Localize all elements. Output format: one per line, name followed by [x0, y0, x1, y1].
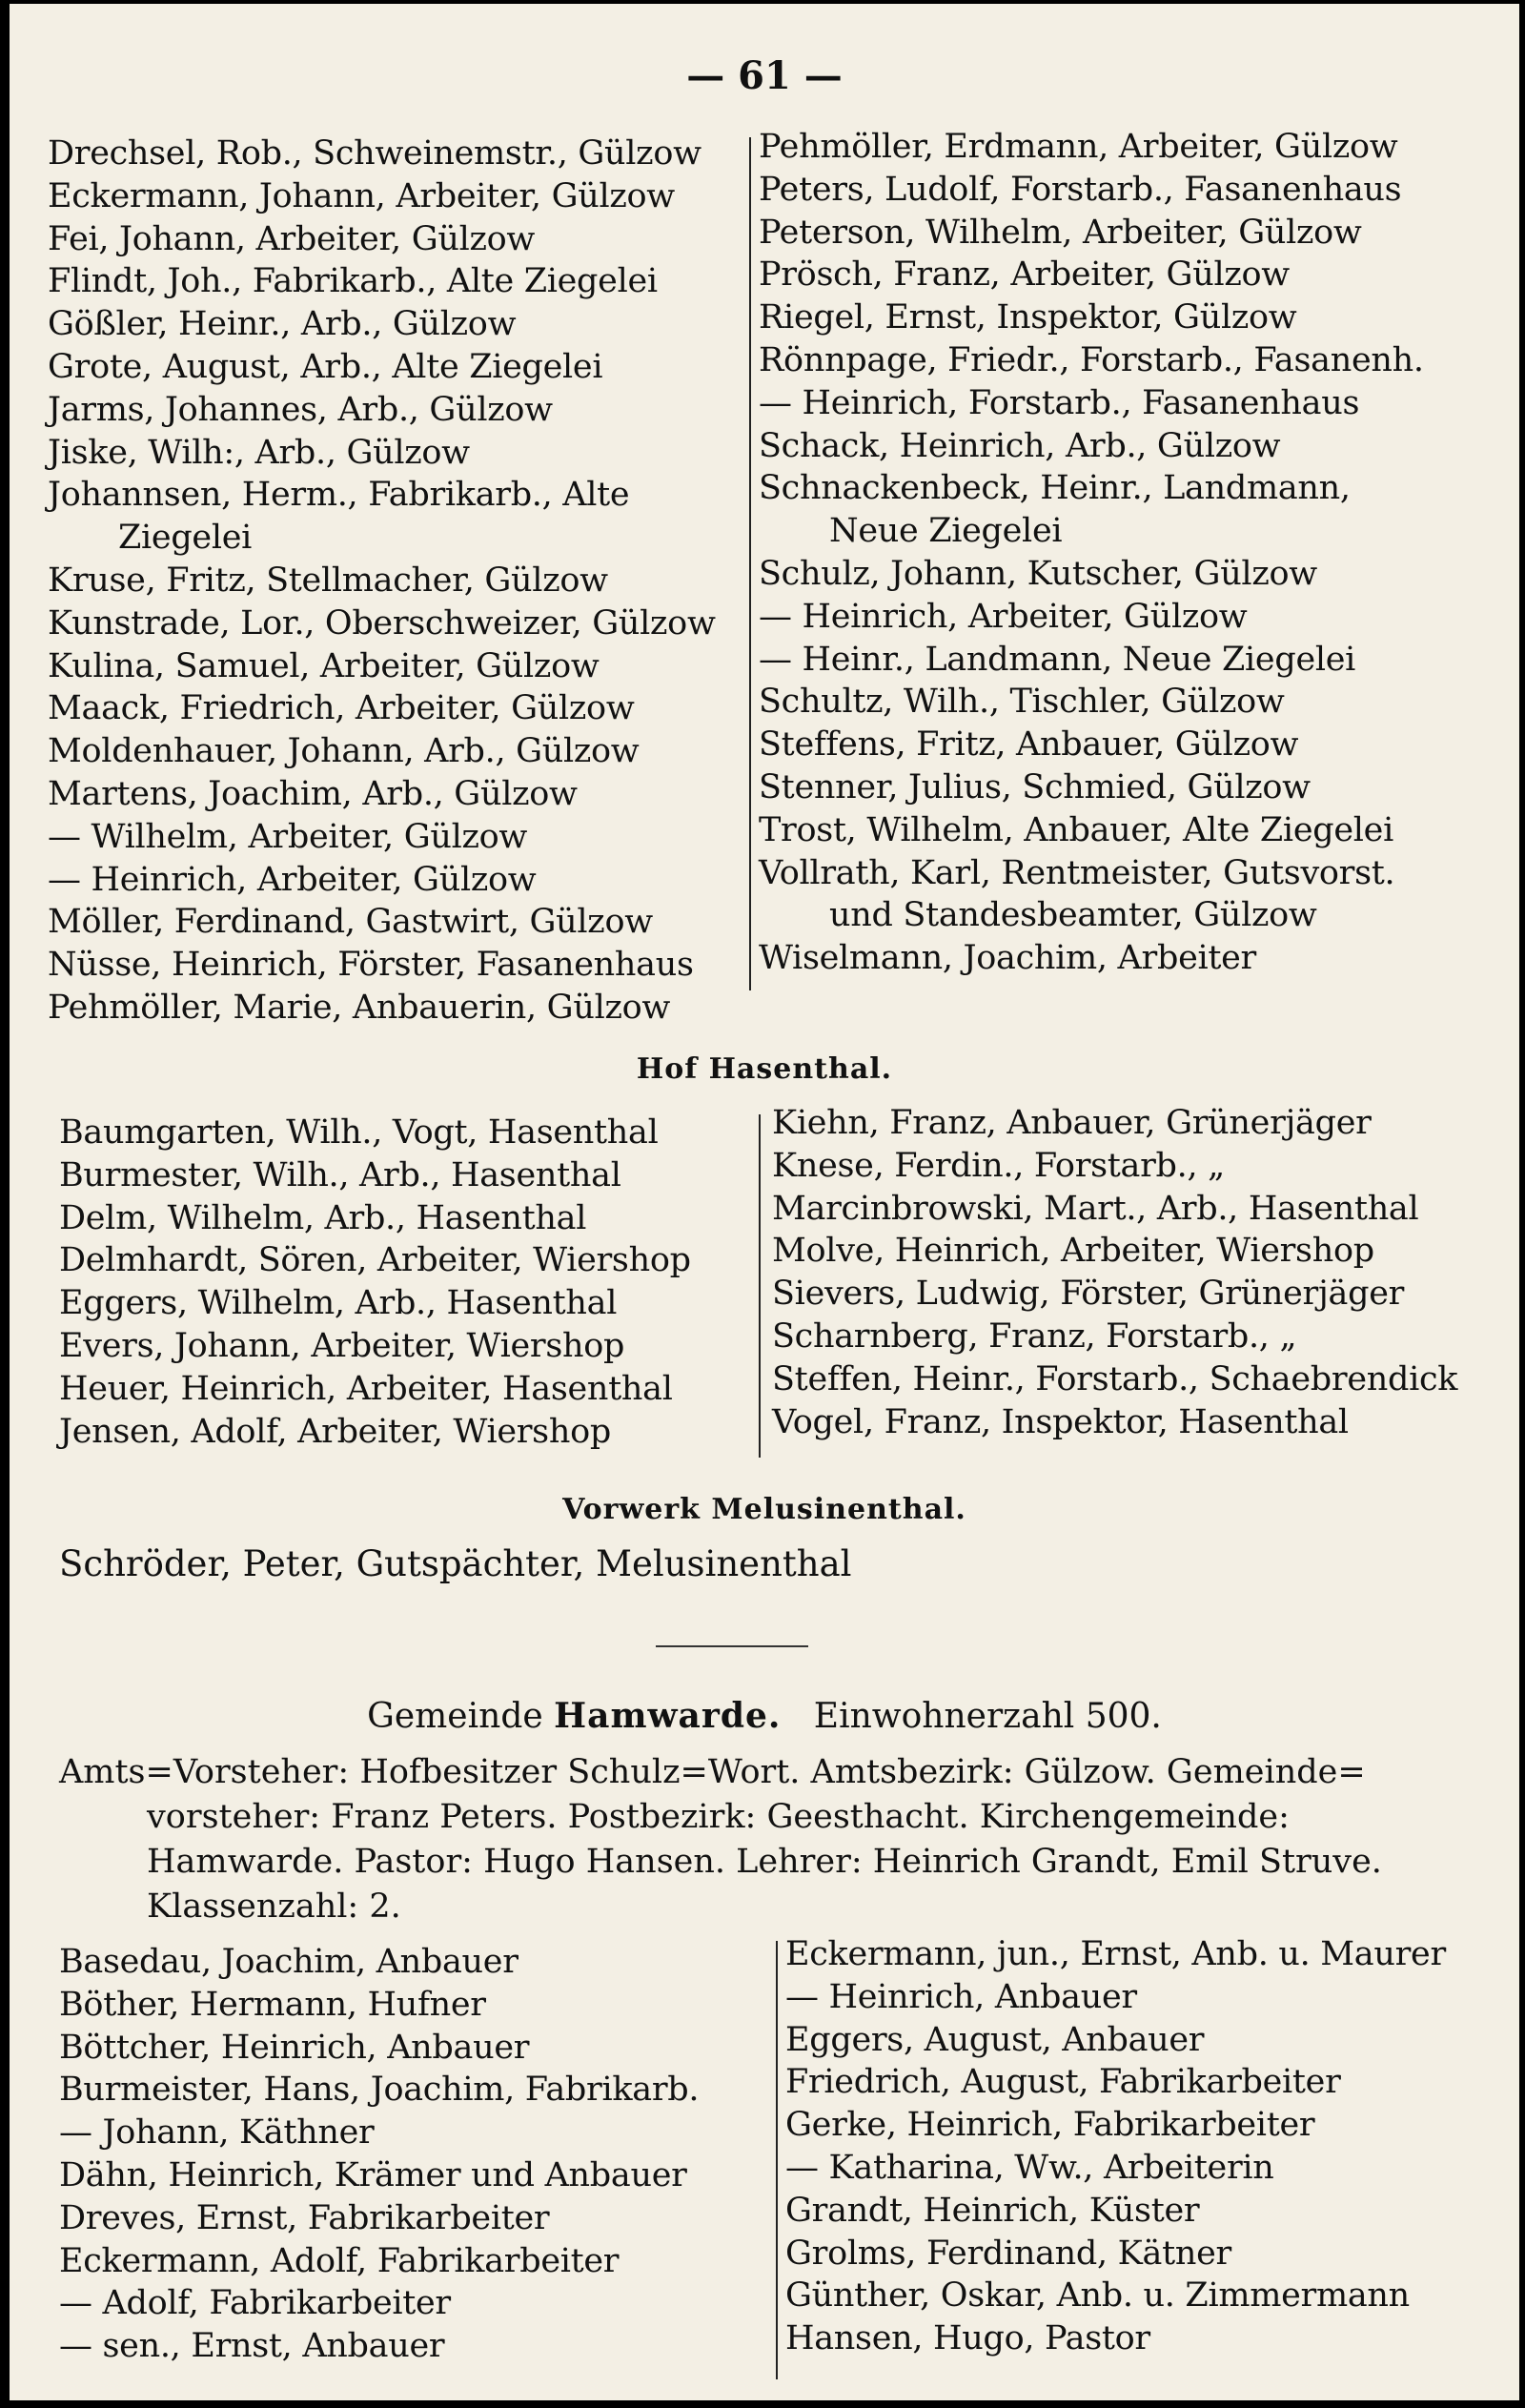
directory-entry: Fei, Johann, Arbeiter, Gülzow: [48, 219, 536, 258]
directory-entry: Trost, Wilhelm, Anbauer, Alte Ziegelei: [759, 810, 1393, 849]
directory-entry: Friedrich, August, Fabrikarbeiter: [785, 2063, 1341, 2102]
directory-entry: vorsteher: Franz Peters. Postbezirk: Geesthacht. Kirchengemeinde:: [147, 1798, 1290, 1836]
directory-entry: Heuer, Heinrich, Arbeiter, Hasenthal: [59, 1369, 673, 1408]
directory-entry: Marcinbrowski, Mart., Arb., Hasenthal: [772, 1189, 1419, 1228]
directory-entry: Schulz, Johann, Kutscher, Gülzow: [759, 554, 1317, 593]
directory-entry: Rönnpage, Friedr., Forstarb., Fasanenh.: [759, 340, 1424, 379]
directory-entry: — sen., Ernst, Anbauer: [59, 2327, 445, 2366]
vorwerk-entry: Schröder, Peter, Gutspächter, Melusinenthal: [59, 1543, 852, 1584]
directory-entry: Neue Ziegelei: [829, 512, 1063, 551]
page-number: — 61 —: [686, 53, 843, 98]
directory-entry: — Heinr., Landmann, Neue Ziegelei: [759, 640, 1356, 679]
directory-entry: — Wilhelm, Arbeiter, Gülzow: [48, 817, 528, 856]
directory-entry: Pehmöller, Erdmann, Arbeiter, Gülzow: [759, 128, 1398, 166]
directory-entry: Drechsel, Rob., Schweinemstr., Gülzow: [48, 134, 702, 173]
directory-entry: Ziegelei: [118, 519, 253, 558]
directory-entry: Basedau, Joachim, Anbauer: [59, 1943, 518, 1981]
directory-entry: — Adolf, Fabrikarbeiter: [59, 2284, 451, 2323]
directory-entry: und Standesbeamter, Gülzow: [829, 896, 1317, 935]
directory-entry: Grolms, Ferdinand, Kätner: [785, 2234, 1231, 2273]
directory-entry: Burmester, Wilh., Arb., Hasenthal: [59, 1155, 621, 1194]
directory-entry: — Johann, Käthner: [59, 2113, 375, 2153]
directory-entry: Stenner, Julius, Schmied, Gülzow: [759, 767, 1311, 806]
directory-entry: Böttcher, Heinrich, Anbauer: [59, 2028, 530, 2067]
directory-entry: Grote, August, Arb., Alte Ziegelei: [48, 347, 603, 386]
directory-entry: — Katharina, Ww., Arbeiterin: [785, 2148, 1274, 2187]
gemeinde-prefix: Gemeinde: [367, 1697, 543, 1736]
directory-entry: — Heinrich, Forstarb., Fasanenhaus: [759, 383, 1360, 422]
directory-entry: Peters, Ludolf, Forstarb., Fasanenhaus: [759, 170, 1402, 209]
hof-right-column: [772, 1102, 1457, 1443]
directory-entry: Flindt, Joh., Fabrikarb., Alte Ziegelei: [48, 262, 658, 301]
directory-entry: Jensen, Adolf, Arbeiter, Wiershop: [59, 1412, 611, 1451]
directory-entry: Steffens, Fritz, Anbauer, Gülzow: [759, 725, 1299, 765]
directory-entry: Amts=Vorsteher: Hofbesitzer Schulz=Wort. Amtsbezirk: Gülzow. Gemeinde=: [59, 1753, 1366, 1791]
directory-entry: Klassenzahl: 2.: [147, 1888, 401, 1926]
gemeinde-info: [59, 1750, 1479, 1929]
directory-entry: Baumgarten, Wilh., Vogt, Hasenthal: [59, 1113, 659, 1152]
directory-entry: Pehmöller, Marie, Anbauerin, Gülzow: [48, 988, 671, 1027]
directory-entry: Eggers, August, Anbauer: [785, 2020, 1205, 2059]
directory-entry: Gerke, Heinrich, Fabrikarbeiter: [785, 2106, 1315, 2145]
directory-entry: Schultz, Wilh., Tischler, Gülzow: [759, 683, 1285, 722]
section3-left-column: [59, 1941, 699, 2368]
directory-entry: Schnackenbeck, Heinr., Landmann,: [759, 469, 1351, 508]
directory-entry: Molve, Heinrich, Arbeiter, Wiershop: [772, 1232, 1374, 1271]
hof-heading: Hof Hasenthal.: [636, 1052, 893, 1086]
directory-entry: — Heinrich, Arbeiter, Gülzow: [759, 597, 1248, 636]
section1-right-column: [759, 126, 1424, 980]
column-divider: [749, 137, 751, 990]
directory-entry: Peterson, Wilhelm, Arbeiter, Gülzow: [759, 213, 1362, 252]
directory-entry: Delmhardt, Sören, Arbeiter, Wiershop: [59, 1241, 691, 1280]
directory-entry: — Heinrich, Anbauer: [785, 1977, 1137, 2016]
directory-page: [10, 4, 1519, 2400]
directory-entry: Maack, Friedrich, Arbeiter, Gülzow: [48, 689, 635, 728]
gemeinde-title: [10, 1696, 1519, 1736]
directory-entry: Steffen, Heinr., Forstarb., Schaebrendick: [772, 1359, 1458, 1398]
gemeinde-name: Hamwarde.: [554, 1696, 782, 1736]
column-divider: [759, 1114, 761, 1458]
directory-entry: Riegel, Ernst, Inspektor, Gülzow: [759, 298, 1297, 337]
directory-entry: Eckermann, Adolf, Fabrikarbeiter: [59, 2241, 620, 2280]
directory-entry: Delm, Wilhelm, Arb., Hasenthal: [59, 1198, 587, 1237]
column-divider: [776, 1941, 778, 2379]
directory-entry: Nüsse, Heinrich, Förster, Fasanenhaus: [48, 946, 694, 985]
directory-entry: Dähn, Heinrich, Krämer und Anbauer: [59, 2155, 687, 2194]
hof-left-column: [59, 1112, 691, 1453]
directory-entry: Kiehn, Franz, Anbauer, Grünerjäger: [772, 1104, 1372, 1142]
directory-entry: Moldenhauer, Johann, Arb., Gülzow: [48, 732, 640, 771]
directory-entry: Jiske, Wilh:, Arb., Gülzow: [48, 433, 470, 472]
directory-entry: Evers, Johann, Arbeiter, Wiershop: [59, 1326, 625, 1365]
directory-entry: Eggers, Wilhelm, Arb., Hasenthal: [59, 1284, 618, 1323]
directory-entry: Wiselmann, Joachim, Arbeiter: [759, 939, 1256, 978]
directory-entry: Sievers, Ludwig, Förster, Grünerjäger: [772, 1275, 1405, 1314]
directory-entry: Grandt, Heinrich, Küster: [785, 2191, 1200, 2230]
directory-entry: Vogel, Franz, Inspektor, Hasenthal: [772, 1402, 1349, 1441]
directory-entry: Schack, Heinrich, Arb., Gülzow: [759, 426, 1281, 465]
directory-entry: Kunstrade, Lor., Oberschweizer, Gülzow: [48, 603, 716, 643]
directory-entry: Eckermann, Johann, Arbeiter, Gülzow: [48, 176, 675, 215]
directory-entry: Kruse, Fritz, Stellmacher, Gülzow: [48, 561, 608, 600]
directory-entry: Eckermann, jun., Ernst, Anb. u. Maurer: [785, 1935, 1446, 1973]
directory-entry: Hansen, Hugo, Pastor: [785, 2319, 1150, 2358]
section1-left-column: [48, 133, 716, 1030]
directory-entry: Martens, Joachim, Arb., Gülzow: [48, 774, 578, 813]
section3-right-column: [785, 1933, 1446, 2360]
directory-entry: Gößler, Heinr., Arb., Gülzow: [48, 305, 517, 344]
directory-entry: — Heinrich, Arbeiter, Gülzow: [48, 860, 537, 899]
directory-entry: Günther, Oskar, Anb. u. Zimmermann: [785, 2276, 1410, 2316]
directory-entry: Burmeister, Hans, Joachim, Fabrikarb.: [59, 2071, 700, 2110]
directory-entry: Knese, Ferdin., Forstarb., „: [772, 1146, 1225, 1185]
directory-entry: Böther, Hermann, Hufner: [59, 1985, 486, 2024]
directory-entry: Vollrath, Karl, Rentmeister, Gutsvorst.: [759, 853, 1395, 892]
directory-entry: Dreves, Ernst, Fabrikarbeiter: [59, 2198, 550, 2237]
directory-entry: Scharnberg, Franz, Forstarb., „: [772, 1316, 1297, 1356]
directory-entry: Hamwarde. Pastor: Hugo Hansen. Lehrer: Heinrich Grandt, Emil Struve.: [147, 1843, 1382, 1881]
directory-entry: Johannsen, Herm., Fabrikarb., Alte: [48, 476, 630, 515]
gemeinde-population: Einwohnerzahl 500.: [813, 1697, 1162, 1736]
directory-entry: Jarms, Johannes, Arb., Gülzow: [48, 390, 553, 429]
directory-entry: Kulina, Samuel, Arbeiter, Gülzow: [48, 646, 600, 685]
vorwerk-heading: Vorwerk Melusinenthal.: [562, 1493, 966, 1526]
directory-entry: Möller, Ferdinand, Gastwirt, Gülzow: [48, 903, 653, 942]
directory-entry: Prösch, Franz, Arbeiter, Gülzow: [759, 255, 1290, 295]
section-separator: [656, 1645, 808, 1647]
